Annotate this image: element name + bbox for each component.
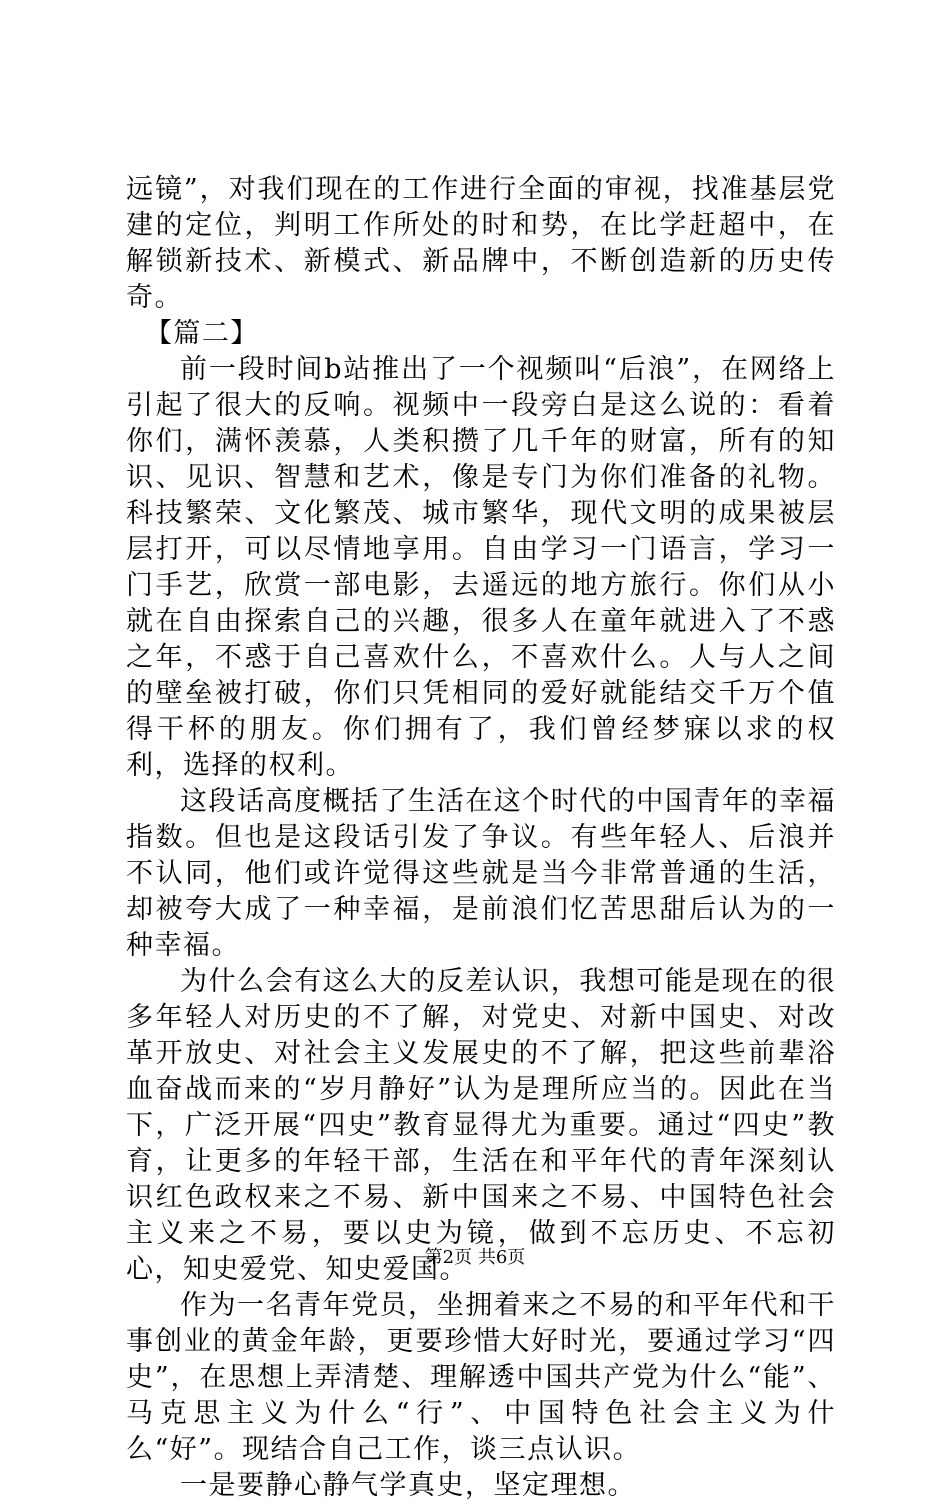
page-number-footer: 第2页 共6页 xyxy=(424,1247,526,1268)
paragraph: 作为一名青年党员，坐拥着来之不易的和平年代和干事创业的黄金年龄，更要珍惜大好时光，要通过学习“四史”，在思想上弄清楚、理解透中国共产党为什么“能”、马克思主义为什么“行”、中国特色社会主义为什么“好”。现结合自己工作，谈三点认识。 xyxy=(126,1290,836,1465)
paragraph: 前一段时间b站推出了一个视频叫“后浪”，在网络上引起了很大的反响。视频中一段旁白是这么说的：看着你们，满怀羡慕，人类积攒了几千年的财富，所有的知识、见识、智慧和艺术，像是专门为你们准备的礼物。科技繁荣、文化繁茂、城市繁华，现代文明的成果被层层打开，可以尽情地享用。自由学习一门语言，学习一门手艺，欣赏一部电影，去遥远的地方旅行。你们从小就在自由探索自己的兴趣，很多人在童年就进入了不惑之年，不惑于自己喜欢什么，不喜欢什么。人与人之间的壁垒被打破，你们只凭相同的爱好就能结交千万个值得干杯的朋友。你们拥有了，我们曾经梦寐以求的权利，选择的权利。 xyxy=(126,354,836,781)
paragraph: 为什么会有这么大的反差认识，我想可能是现在的很多年轻人对历史的不了解，对党史、对新中国史、对改革开放史、对社会主义发展史的不了解，把这些前辈浴血奋战而来的“岁月静好”认为是理所应当的。因此在当下，广泛开展“四史”教育显得尤为重要。通过“四史”教育，让更多的年轻干部，生活在和平年代的青年深刻认识红色政权来之不易、新中国来之不易、中国特色社会主义来之不易，要以史为镜，做到不忘历史、不忘初心，知史爱党、知史爱国。 xyxy=(126,966,836,1285)
paragraph: 这段话高度概括了生活在这个时代的中国青年的幸福指数。但也是这段话引发了争议。有些年轻人、后浪并不认同，他们或许觉得这些就是当今非常普通的生活，却被夸大成了一种幸福，是前浪们忆苦思甜后认为的一种幸福。 xyxy=(126,786,836,961)
paragraph-continuation: 远镜”，对我们现在的工作进行全面的审视，找准基层党建的定位，判明工作所处的时和势，在比学赶超中，在解锁新技术、新模式、新品牌中，不断创造新的历史传奇。 xyxy=(126,174,836,313)
paragraph: 一是要静心静气学真史，坚定理想。 xyxy=(180,1470,636,1501)
section-heading: 【篇二】 xyxy=(144,318,259,349)
document-body xyxy=(126,172,836,1504)
